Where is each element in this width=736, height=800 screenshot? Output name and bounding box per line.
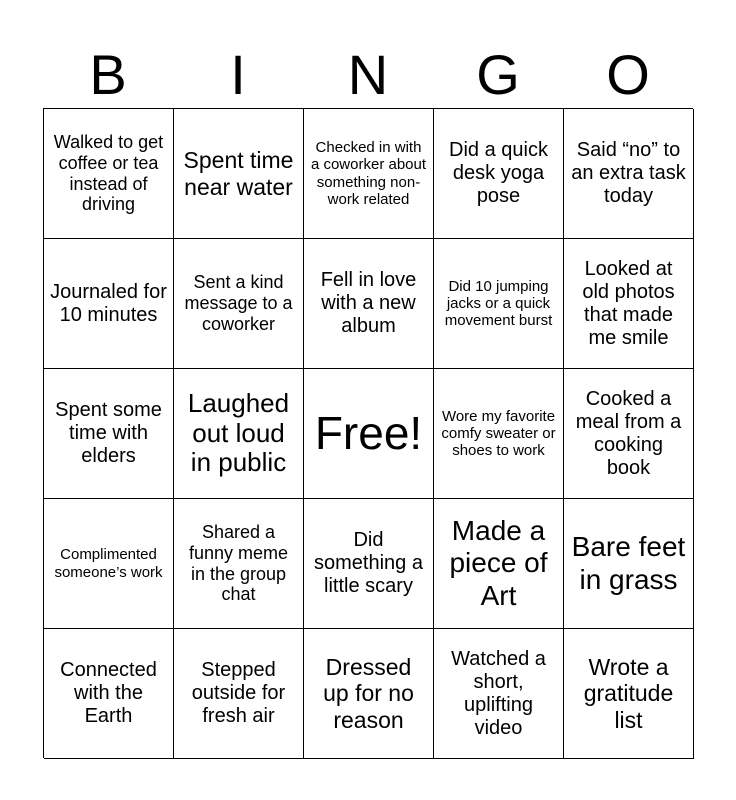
bingo-cell[interactable]	[174, 499, 304, 629]
bingo-cell[interactable]	[564, 109, 694, 239]
bingo-cell[interactable]	[564, 239, 694, 369]
bingo-cell[interactable]	[564, 499, 694, 629]
bingo-cell[interactable]	[44, 629, 174, 759]
cell-text: Did 10 jumping jacks or a quick movement burst	[444, 277, 553, 330]
cell-text: Shared a funny meme in the group chat	[188, 522, 289, 605]
bingo-cell[interactable]	[564, 369, 694, 499]
cell-text: Dressed up for no reason	[323, 653, 414, 733]
cell-text: Wrote a gratitude list	[583, 653, 674, 733]
cell-text: Spent some time with elders	[55, 399, 162, 467]
bingo-cell[interactable]	[304, 109, 434, 239]
cell-text: Made a piece of Art	[449, 515, 548, 611]
bingo-cell[interactable]	[434, 239, 564, 369]
bingo-cell[interactable]	[44, 109, 174, 239]
header-letter-i: I	[230, 43, 246, 106]
bingo-cell[interactable]	[434, 629, 564, 759]
bingo-board	[43, 108, 693, 758]
cell-text: Bare feet in grass	[571, 531, 686, 595]
cell-text: Connected with the Earth	[60, 659, 157, 727]
bingo-cell[interactable]	[44, 499, 174, 629]
cell-text: Journaled for 10 minutes	[50, 280, 167, 326]
bingo-cell[interactable]	[304, 629, 434, 759]
header-letter-g: G	[476, 43, 520, 106]
cell-text: Said “no” to an extra task today	[571, 139, 686, 207]
cell-text: Wore my favorite comfy sweater or shoes to work	[441, 407, 556, 460]
cell-text: Walked to get coffee or tea instead of driving	[53, 132, 164, 215]
bingo-cell[interactable]	[304, 239, 434, 369]
bingo-cell[interactable]	[174, 109, 304, 239]
cell-text: Complimented someone’s work	[54, 546, 163, 581]
bingo-cell[interactable]	[44, 369, 174, 499]
bingo-cell[interactable]	[174, 369, 304, 499]
cell-text: Watched a short, uplifting video	[451, 647, 546, 739]
cell-text: Laughed out loud in public	[187, 387, 290, 478]
bingo-cell[interactable]	[304, 499, 434, 629]
bingo-cell[interactable]	[434, 499, 564, 629]
cell-text: Fell in love with a new album	[320, 269, 417, 337]
free-space-text: Free!	[314, 407, 423, 460]
cell-text: Looked at old photos that made me smile	[582, 257, 675, 349]
cell-text: Stepped outside for fresh air	[191, 659, 286, 727]
cell-text: Cooked a meal from a cooking book	[575, 387, 682, 479]
cell-text: Did a quick desk yoga pose	[449, 139, 548, 207]
free-space-cell[interactable]	[304, 369, 434, 499]
bingo-header	[43, 42, 693, 108]
header-letter-o: O	[606, 43, 650, 106]
bingo-cell[interactable]	[434, 109, 564, 239]
cell-text: Checked in with a coworker about something non-work related	[310, 139, 427, 208]
cell-text: Spent time near water	[183, 147, 294, 200]
bingo-cell[interactable]	[564, 629, 694, 759]
bingo-cell[interactable]	[174, 239, 304, 369]
cell-text: Sent a kind message to a coworker	[184, 272, 293, 334]
header-letter-b: B	[89, 43, 127, 106]
header-letter-n: N	[347, 43, 389, 106]
cell-text: Did something a little scary	[314, 529, 423, 597]
bingo-cell[interactable]	[174, 629, 304, 759]
bingo-cell[interactable]	[44, 239, 174, 369]
bingo-cell[interactable]	[434, 369, 564, 499]
